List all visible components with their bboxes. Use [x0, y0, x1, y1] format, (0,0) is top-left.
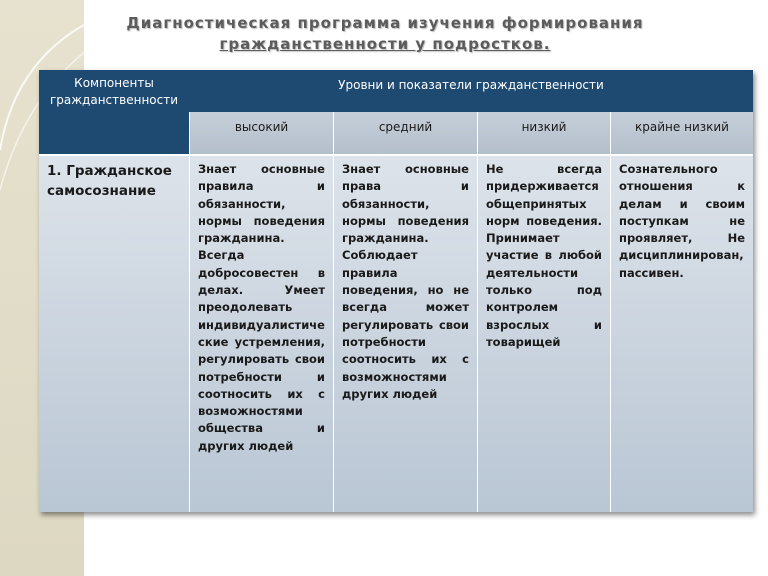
level-header-high: высокий: [189, 112, 333, 154]
citizenship-table: [39, 70, 753, 512]
cell-medium: Знает основные права и обязанности, нормы поведения гражданина. Соблюдает правила поведения, но не всегда может регулировать свои потребности соотносить их с возможностями других людей: [333, 154, 477, 512]
level-header-medium: средний: [333, 112, 477, 154]
page-title-line-1: Диагностическая программа изучения формирования: [126, 14, 644, 32]
cell-high: Знает основные правила и обязанности, нормы поведения гражданина. Всегда добросовестен в делах. Умеет преодолевать индивидуалистиче ские устремления, регулировать свои потребности и соотносить их с возможностями общества и других людей: [189, 154, 333, 512]
level-header-low: низкий: [477, 112, 610, 154]
page-title-line-2-text: гражданственности у подростков.: [219, 35, 551, 53]
cell-low: Не всегда придерживается общепринятых норм поведения. Принимает участие в любой деятельности только под контролем взрослых и товарищей: [477, 154, 610, 512]
page-title-line-2: [100, 34, 670, 54]
component-cell: 1. Гражданское самосознание: [39, 154, 189, 512]
level-header-very-low: крайне низкий: [610, 112, 753, 154]
header-levels: Уровни и показатели гражданственности: [189, 70, 753, 112]
header-components: Компоненты гражданственности: [39, 70, 189, 154]
cell-very-low: Сознательного отношения к делам и своим поступкам не проявляет, Не дисциплинирован, пассивен.: [610, 154, 753, 512]
